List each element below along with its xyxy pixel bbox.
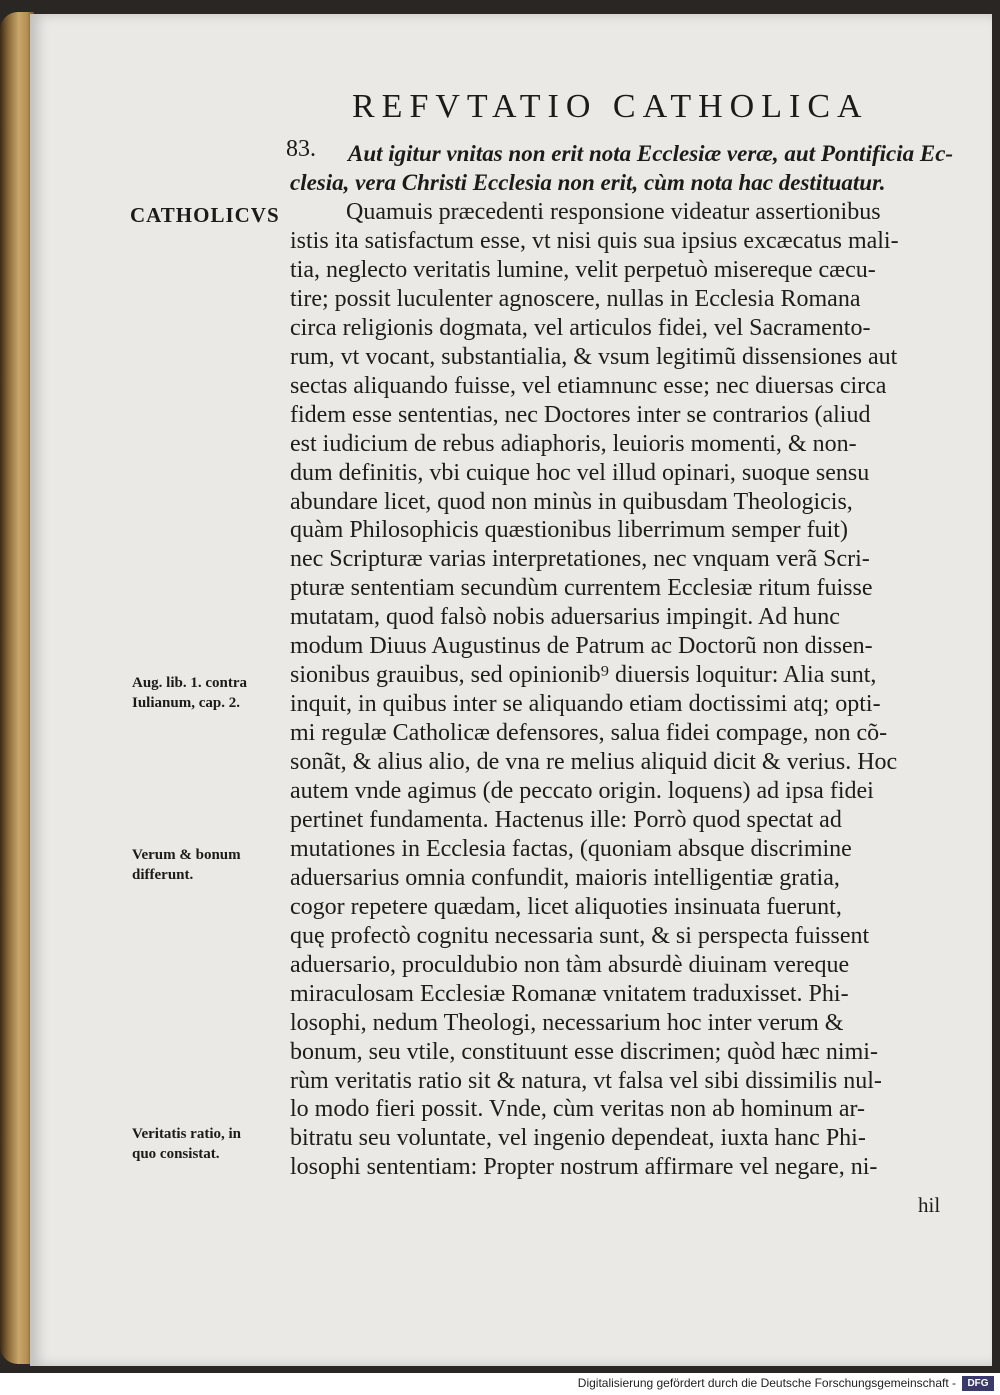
body-line: sectas aliquando fuisse, vel etiamnunc esse; nec diuersas circa [290, 372, 887, 399]
margin-note-line: Iulianum, cap. 2. [132, 695, 240, 711]
body-line: bitratu seu voluntate, vel ingenio dependeat, iuxta hanc Phi- [290, 1125, 866, 1152]
body-line: lo modo fieri possit. Vnde, cùm veritas non ab hominum ar- [290, 1096, 865, 1123]
footer-bar [0, 1373, 1000, 1395]
italic-heading-line: clesia, vera Christi Ecclesia non erit, cùm nota hac destituatur. [290, 170, 886, 195]
body-line: cogor repetere quædam, licet aliquoties insinuata fuerunt, [290, 893, 842, 920]
body-line: tire; possit luculenter agnoscere, nullas in Ecclesia Romana [290, 285, 861, 312]
body-line: rum, vt vocant, substantialia, & vsum legitimũ dissensiones aut [290, 343, 898, 370]
body-line: bonum, seu vtile, constituunt esse discrimen; quòd hæc nimi- [290, 1038, 878, 1065]
body-line: mutatam, quod falsò nobis aduersarius impingit. Ad hunc [290, 604, 840, 631]
body-line: quàm Philosophicis quæstionibus liberrimum semper fuit) [290, 517, 848, 544]
margin-note-line: quo consistat. [132, 1146, 220, 1162]
body-line: mutationes in Ecclesia factas, (quoniam absque discrimine [290, 835, 852, 862]
body-line: fidem esse sententias, nec Doctores inter se contrarios (aliud [290, 401, 871, 428]
body-line: Quamuis præcedenti responsione videatur assertionibus [346, 199, 881, 225]
body-line: est iudicium de rebus adiaphoris, leuioris momenti, & non- [290, 430, 857, 457]
italic-heading-line: Aut igitur vnitas non erit nota Ecclesiæ veræ, aut Pontificia Ec- [348, 141, 954, 166]
body-line: mi regulæ Catholicæ defensores, salua fidei compage, non cõ- [290, 720, 888, 747]
body-line: sonãt, & alius alio, de vna re melius aliquid dicit & verius. Hoc [290, 749, 898, 776]
running-head: REFVTATIO CATHOLICA [352, 88, 869, 125]
body-line: dum definitis, vbi cuique hoc vel illud opinari, suoque sensu [290, 459, 870, 486]
margin-note-line: Veritatis ratio, in [132, 1126, 242, 1142]
body-line: losophi sententiam: Propter nostrum affirmare vel negare, ni- [290, 1154, 878, 1181]
body-line: losophi, nedum Theologi, necessarium hoc inter verum & [290, 1009, 844, 1036]
body-line: sionibus grauibus, sed opinionib⁹ diuersis loquitur: Alia sunt, [290, 662, 877, 689]
body-line: miraculosam Ecclesiæ Romanæ vnitatem traduxisset. Phi- [290, 980, 849, 1007]
margin-note [132, 673, 247, 713]
body-line: quę profectò cognitu necessaria sunt, & si perspecta fuissent [290, 922, 870, 949]
section-number: 83. [286, 136, 316, 162]
body-line: abundare licet, quod non minùs in quibusdam Theologicis, [290, 488, 853, 515]
margin-note-line: differunt. [132, 867, 194, 883]
body-line: circa religionis dogmata, vel articulos fidei, vel Sacramento- [290, 314, 871, 341]
body-line: tia, neglecto veritatis lumine, velit perpetuò misereque cæcu- [290, 256, 876, 283]
body-line: nec Scripturæ varias interpretationes, nec vnquam verã Scri- [290, 546, 870, 573]
margin-note-line: Aug. lib. 1. contra [132, 675, 248, 691]
margin-note-line: Verum & bonum [132, 847, 241, 863]
body-line: inquit, in quibus inter se aliquando etiam doctissimi atq; opti- [290, 691, 881, 718]
book-page-edge [0, 12, 34, 1364]
margin-note [132, 1124, 241, 1164]
dfg-logo: DFG [962, 1376, 994, 1391]
speaker-label: CATHOLICVS [130, 203, 280, 227]
body-line: aduersarius omnia confundit, maioris intelligentiæ gratia, [290, 864, 840, 891]
margin-note [132, 845, 241, 885]
body-line: modum Diuus Augustinus de Patrum ac Doctorũ non dissen- [290, 633, 873, 660]
catchword: hil [918, 1193, 941, 1217]
body-line: pertinet fundamenta. Hactenus ille: Porrò quod spectat ad [290, 806, 842, 833]
body-line: autem vnde agimus (de peccato origin. loquens) ad ipsa fidei [290, 778, 874, 804]
body-line: istis ita satisfactum esse, vt nisi quis sua ipsius excæcatus mali- [290, 227, 899, 254]
body-line: rùm veritatis ratio sit & natura, vt falsa vel sibi dissimilis nul- [290, 1067, 882, 1094]
body-line: aduersario, proculdubio non tàm absurdè diuinam vereque [290, 951, 850, 978]
footer-credit: Digitalisierung gefördert durch die Deutsche Forschungsgemeinschaft - [577, 1376, 956, 1390]
body-line: pturæ sententiam secundùm currentem Ecclesiæ ritum fuisse [290, 575, 873, 602]
